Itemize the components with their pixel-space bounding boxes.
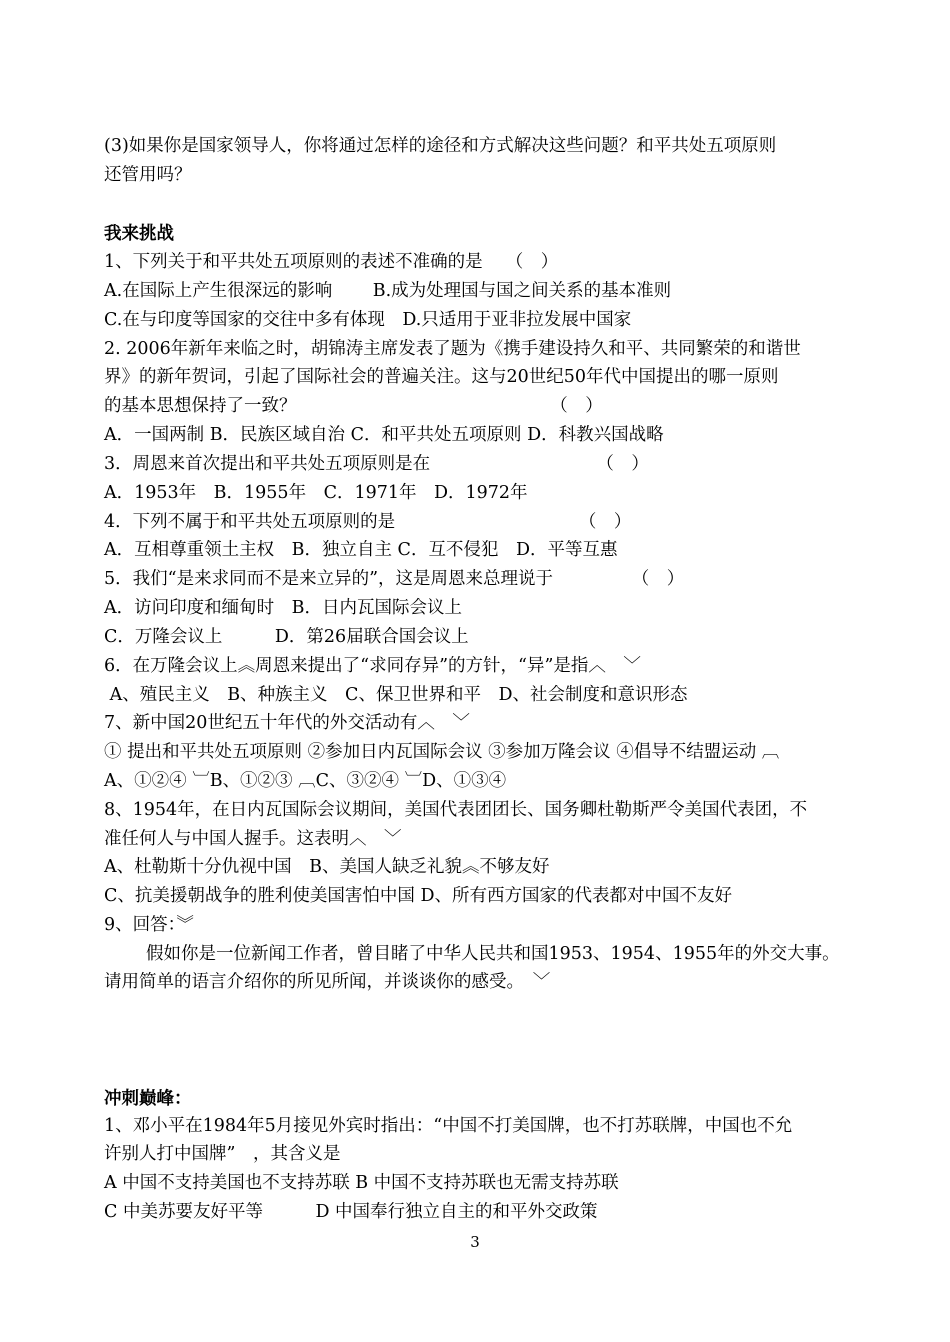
challenge-q6-options: A、殖民主义 B、种族主义 C、保卫世界和平 D、社会制度和意识形态 [104,685,688,705]
challenge-q4: 4．下列不属于和平共处五项原则的是 （ ） [104,512,632,532]
challenge-q2-line-3: 的基本思想保持了一致？ （ ） [104,396,603,416]
challenge-q9-line-2: 请用简单的语言介绍你的所见所闻，并谈谈你的感受。 ﹀ [104,972,551,992]
challenge-q2-line-2: 界》的新年贺词，引起了国际社会的普遍关注。这与20世纪50年代中国提出的哪一原则 [104,367,779,387]
question-3-line-1: (3)如果你是国家领导人，你将通过怎样的途径和方式解决这些问题？和平共处五项原则 [104,136,777,156]
challenge-q7: 7、新中国20世纪五十年代的外交活动有︿ ﹀ [104,713,470,733]
challenge-q2-options: A．一国两制 B．民族区域自治 C．和平共处五项原则 D．科教兴国战略 [104,425,664,445]
challenge-q5-options-cd: C．万隆会议上 D．第26届联合国会议上 [104,627,469,647]
challenge-q9: 9、回答：︾ [104,915,194,935]
challenge-q9-line-1: 假如你是一位新闻工作者，曾目睹了中华人民共和国1953、1954、1955年的外交大事。 [146,944,840,964]
challenge-q8-options-ab: A、杜勒斯十分仇视中国 B、美国人缺乏礼貌︽不够友好 [104,857,550,877]
challenge-q7-options: A、①②④ ︺B、①②③ ︹C、③②④ ︺D、①③④ [104,771,507,791]
challenge-q7-items: ① 提出和平共处五项原则 ②参加日内瓦国际会议 ③参加万隆会议 ④倡导不结盟运动 ︹ [104,742,780,762]
challenge-q3-options: A．1953年 B．1955年 C．1971年 D．1972年 [104,483,528,503]
peak-q1-options-ab: A 中国不支持美国也不支持苏联 B 中国不支持苏联也无需支持苏联 [104,1173,619,1193]
peak-q1-line-2: 许别人打中国牌” ，其含义是 [104,1144,341,1164]
challenge-heading: 我来挑战 [104,224,174,244]
challenge-q8-line-2: 准任何人与中国人握手。这表明︿ ﹀ [104,829,402,849]
challenge-q1-options-cd: C.在与印度等国家的交往中多有体现 D.只适用于亚非拉发展中国家 [104,310,632,330]
challenge-q8-options-cd: C、抗美援朝战争的胜利使美国害怕中国 D、所有西方国家的代表都对中国不友好 [104,886,732,906]
challenge-q1: 1、下列关于和平共处五项原则的表述不准确的是 （ ） [104,252,559,272]
question-3-line-2: 还管用吗？ [104,165,192,185]
challenge-q2-line-1: 2. 2006年新年来临之时，胡锦涛主席发表了题为《携手建设持久和平、共同繁荣的和谐世 [104,339,801,359]
page-number: 3 [470,1233,480,1251]
peak-heading: 冲刺巅峰： [104,1089,192,1109]
challenge-q5-options-ab: A．访问印度和缅甸时 B．日内瓦国际会议上 [104,598,462,618]
peak-q1-options-cd: C 中美苏要友好平等 D 中国奉行独立自主的和平外交政策 [104,1202,598,1222]
challenge-q4-options: A．互相尊重领土主权 B．独立自主 C．互不侵犯 D．平等互惠 [104,540,618,560]
peak-q1-line-1: 1、邓小平在1984年5月接见外宾时指出：“中国不打美国牌，也不打苏联牌，中国也不允 [104,1116,793,1136]
challenge-q1-options-ab: A.在国际上产生很深远的影响 B.成为处理国与国之间关系的基本准则 [104,281,672,301]
challenge-q8-line-1: 8、1954年，在日内瓦国际会议期间，美国代表团团长、国务卿杜勒斯严令美国代表团，不 [104,800,808,820]
challenge-q6: 6．在万隆会议上︽周恩来提出了“求同存异”的方针，“异”是指︿ ﹀ [104,656,641,676]
challenge-q5: 5．我们“是来求同而不是来立异的”，这是周恩来总理说于 （ ） [104,569,685,589]
challenge-q3: 3．周恩来首次提出和平共处五项原则是在 （ ） [104,454,649,474]
